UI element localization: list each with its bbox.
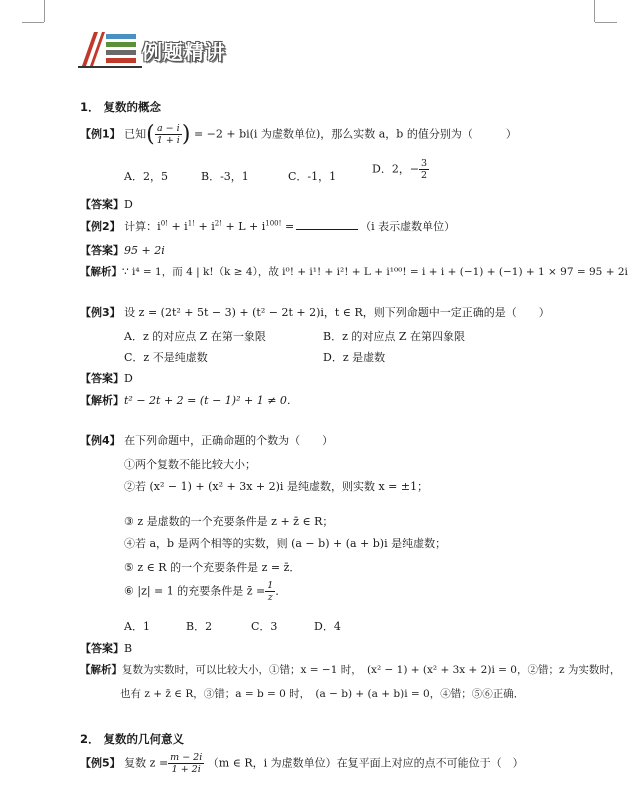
example-4-explanation-line-1: 【解析】复数为实数时，可以比较大小，①错；x = −1 时， (x² − 1) + (x² + 3x + 2)i = 0，②错；z 为实数时， (80, 664, 621, 676)
example-2-answer: 【答案】95 + 2i (80, 244, 165, 257)
example-4-item-6: ⑥ |z| = 1 的充要条件是 z̄ = $\frac{1}{z}$ ． (124, 580, 287, 603)
example-2-tag: 【例2】 (80, 220, 121, 233)
example-1-answer: 【答案】D (80, 198, 133, 211)
banner-title: 例题精讲 (142, 40, 226, 64)
section-heading-2: 2． 复数的几何意义 (80, 732, 185, 746)
example-4-option-b: B．2 (186, 620, 213, 633)
example-1-option-a: A．2，5 (124, 170, 168, 183)
example-1-option-c: C．-1，1 (288, 170, 337, 183)
crop-mark-right-v (594, 0, 595, 22)
crop-mark-right-h (595, 22, 617, 23)
example-3-explanation: 【解析】t² − 2t + 2 = (t − 1)² + 1 ≠ 0． (80, 394, 298, 407)
example-3-tag: 【例3】 (80, 306, 121, 319)
example-3-question: 【例3】 设 z = (2t² + 5t − 3) + (t² − 2t + 2)i，t ∈ R，则下列命题中一定正确的是（ ） (80, 306, 550, 319)
example-4-option-a: A．1 (124, 620, 150, 633)
example-1-option-b: B．-3，1 (201, 170, 249, 183)
example-4-tag: 【例4】 (80, 434, 121, 447)
example-4-item-4: ④若 a，b 是两个相等的实数，则 (a − b) + (a + b)i 是纯虚数； (124, 537, 447, 550)
example-5-tag: 【例5】 (80, 756, 121, 770)
crop-mark-left-h (22, 22, 44, 23)
example-4-item-3: ③ z 是虚数的一个充要条件是 z + z̄ ∈ R； (124, 515, 334, 528)
example-1-tag: 【例1】 (80, 127, 121, 141)
example-1-fraction: $\frac{a - i}{1 + i}$ (156, 123, 180, 146)
example-4-option-d: D．4 (314, 620, 341, 633)
example-1-question: 【例1】 已知( $\frac{a - i}{1 + i}$ ) = −2 + bi(i 为虚数单位)，那么实数 a，b 的值分别为（ ） (80, 122, 517, 147)
example-4-item-5: ⑤ z ∈ R 的一个充要条件是 z = z̄． (124, 561, 301, 574)
example-5-question: 【例5】 复数 z = $\frac{m - 2i}{1 + 2i}$ （m ∈ R，i 为虚数单位）在复平面上对应的点不可能位于（ ） (80, 752, 524, 775)
example-2-blank (296, 229, 358, 230)
example-2-explanation: 【解析】∵ i⁴ = 1，而 4 | k!（k ≥ 4），故 i⁰! + i¹! + i²! + L + i¹⁰⁰! = i + i + (−1) + (−1) + 1 × 97 = 95 + 2i (80, 266, 628, 278)
example-4-answer: 【答案】B (80, 642, 133, 655)
example-3-answer: 【答案】D (80, 372, 133, 385)
crop-mark-left-v (44, 0, 45, 22)
example-1-pre: 已知 (124, 127, 147, 141)
example-1-option-d: D．2，− $\frac{3}{2}$ (372, 158, 428, 181)
section-heading-1: 1． 复数的概念 (80, 100, 162, 114)
example-4-item-1: ①两个复数不能比较大小； (124, 458, 256, 471)
example-3-option-d: D．z 是虚数 (323, 351, 386, 364)
example-3-option-a: A．z 的对应点 Z 在第一象限 (124, 330, 266, 343)
example-1-mid: = −2 + bi(i 为虚数单位)，那么实数 a，b 的值分别为（ ） (193, 127, 517, 141)
example-4-item-2: ②若 (x² − 1) + (x² + 3x + 2)i 是纯虚数，则实数 x = ±1； (124, 480, 429, 493)
example-3-option-b: B．z 的对应点 Z 在第四象限 (323, 330, 466, 343)
example-3-option-c: C．z 不是纯虚数 (124, 351, 208, 364)
example-4-question: 【例4】 在下列命题中，正确命题的个数为（ ） (80, 434, 334, 447)
example-2-question: 【例2】 计算：$i^{0!} + i^{1!} + i^{2!} + L + i^{100!} = (i$ 表示虚数单位） (80, 219, 456, 233)
example-4-explanation-line-2: 也有 z + z̄ ∈ R，③错；a = b = 0 时， (a − b) + (a + b)i = 0，④错；⑤⑥正确． (120, 688, 525, 700)
example-4-option-c: C．3 (251, 620, 278, 633)
